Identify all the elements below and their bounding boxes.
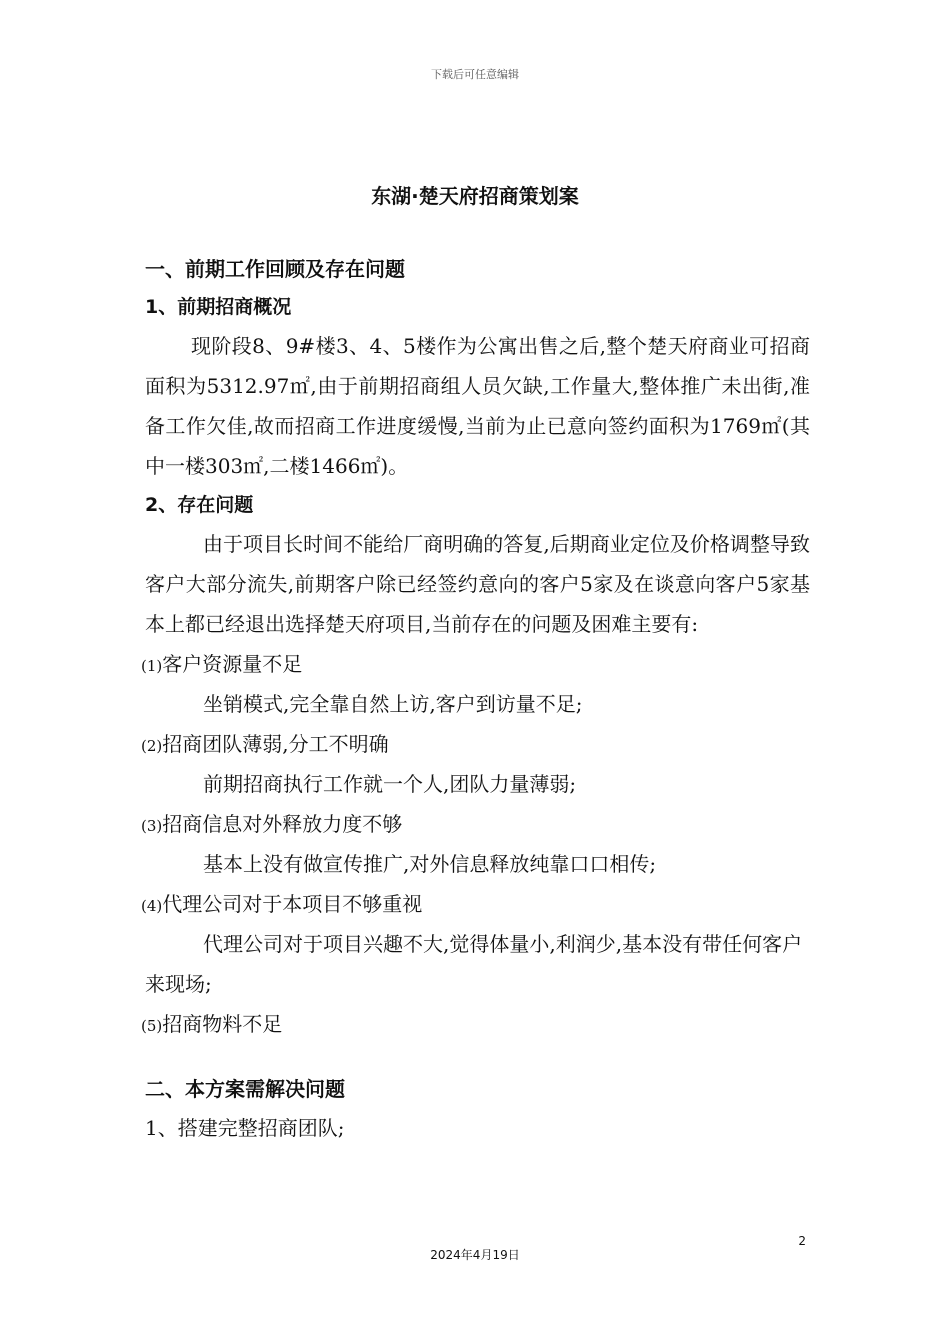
problem-item-2: (2)招商团队薄弱,分工不明确 <box>141 732 389 756</box>
section-heading-1: 一、前期工作回顾及存在问题 <box>145 257 405 281</box>
problem-item-1: (1)客户资源量不足 <box>141 652 303 676</box>
problem-desc-1: 坐销模式,完全靠自然上访,客户到访量不足; <box>203 692 583 716</box>
problem-desc-3: 基本上没有做宣传推广,对外信息释放纯靠口口相传; <box>203 852 657 876</box>
page-header: 下载后可任意编辑 <box>431 68 519 81</box>
footer-date: 2024年4月19日 <box>430 1248 520 1262</box>
subsection-heading-1: 1、前期招商概况 <box>145 296 292 318</box>
problem-desc-4: 代理公司对于项目兴趣不大,觉得体量小,利润少,基本没有带任何客户来现场; <box>145 932 803 996</box>
document-body <box>141 250 810 1148</box>
subsection-heading-2: 2、存在问题 <box>145 494 254 516</box>
page-number: 2 <box>798 1234 806 1248</box>
paragraph-problems: 由于项目长时间不能给厂商明确的答复,后期商业定位及价格调整导致客户大部分流失,前期客户除已经签约意向的客户5家及在谈意向客户5家基本上都已经退出选择楚天府项目,当前存在的问题及困难主要有: <box>145 532 810 636</box>
section2-item-1: 1、搭建完整招商团队; <box>145 1116 345 1140</box>
paragraph-overview: 现阶段8、9#楼3、4、5楼作为公寓出售之后,整个楚天府商业可招商面积为5312.97㎡,由于前期招商组人员欠缺,工作量大,整体推广未出街,准备工作欠佳,故而招商工作进度缓慢,当前为止已意向签约面积为1769㎡(其中一楼303㎡,二楼1466㎡)。 <box>145 334 810 478</box>
section-heading-2: 二、本方案需解决问题 <box>145 1077 345 1101</box>
problem-item-4: (4)代理公司对于本项目不够重视 <box>141 892 423 916</box>
problem-item-3: (3)招商信息对外释放力度不够 <box>141 812 403 836</box>
spacer <box>145 1044 810 1070</box>
problem-desc-2: 前期招商执行工作就一个人,团队力量薄弱; <box>203 772 577 796</box>
document-title: 东湖·楚天府招商策划案 <box>371 184 579 208</box>
problem-item-5: (5)招商物料不足 <box>141 1012 283 1036</box>
